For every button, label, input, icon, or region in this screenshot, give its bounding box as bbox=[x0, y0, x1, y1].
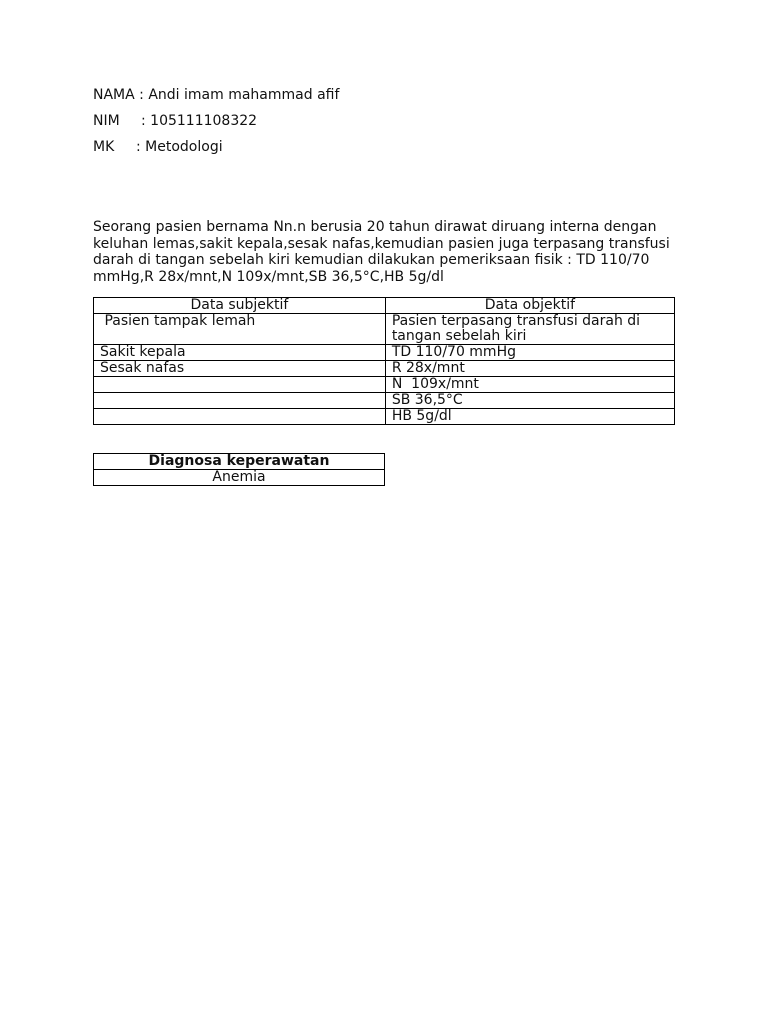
nim-value: : 105111108322 bbox=[141, 113, 258, 129]
table-row bbox=[94, 393, 675, 409]
cell-subjektif: Sesak nafas bbox=[94, 361, 386, 377]
table-row bbox=[94, 409, 675, 425]
table-row bbox=[94, 361, 675, 377]
table-row bbox=[94, 345, 675, 361]
diagnosis-value-row bbox=[94, 470, 385, 486]
cell-subjektif bbox=[94, 409, 386, 425]
mk-line bbox=[93, 138, 223, 156]
diagnosis-header: Diagnosa keperawatan bbox=[94, 454, 385, 470]
cell-subjektif: Sakit kepala bbox=[94, 345, 386, 361]
case-paragraph: Seorang pasien bernama Nn.n berusia 20 tahun dirawat diruang interna dengan keluhan lemas,sakit kepala,sesak nafas,kemudian pasien juga terpasang transfusi darah di tangan sebelah kiri kemudian dilakukan pemeriksaan fisik : TD 110/70 mmHg,R 28x/mnt,N 109x/mnt,SB 36,5°C,HB 5g/dl bbox=[93, 219, 670, 285]
header-subjektif: Data subjektif bbox=[94, 298, 386, 314]
data-table-header-row bbox=[94, 298, 675, 314]
cell-objektif: SB 36,5°C bbox=[385, 393, 674, 409]
cell-objektif: N 109x/mnt bbox=[385, 377, 674, 393]
cell-subjektif: Pasien tampak lemah bbox=[94, 314, 386, 345]
header-objektif: Data objektif bbox=[385, 298, 674, 314]
table-row bbox=[94, 314, 675, 345]
cell-objektif: HB 5g/dl bbox=[385, 409, 674, 425]
nama-value: : Andi imam mahammad afif bbox=[139, 87, 340, 103]
cell-objektif: Pasien terpasang transfusi darah di tangan sebelah kiri bbox=[385, 314, 674, 345]
diagnosis-header-row bbox=[94, 454, 385, 470]
nim-label: NIM bbox=[93, 113, 120, 129]
cell-subjektif bbox=[94, 377, 386, 393]
nim-line bbox=[93, 112, 257, 130]
cell-objektif: R 28x/mnt bbox=[385, 361, 674, 377]
diagnosis-value: Anemia bbox=[94, 470, 385, 486]
cell-objektif: TD 110/70 mmHg bbox=[385, 345, 674, 361]
nama-label: NAMA bbox=[93, 87, 135, 103]
mk-value: : Metodologi bbox=[136, 139, 223, 155]
cell-subjektif bbox=[94, 393, 386, 409]
mk-label: MK bbox=[93, 139, 115, 155]
data-table bbox=[93, 297, 675, 425]
nama-line bbox=[93, 86, 339, 104]
table-row bbox=[94, 377, 675, 393]
diagnosis-table bbox=[93, 453, 385, 486]
